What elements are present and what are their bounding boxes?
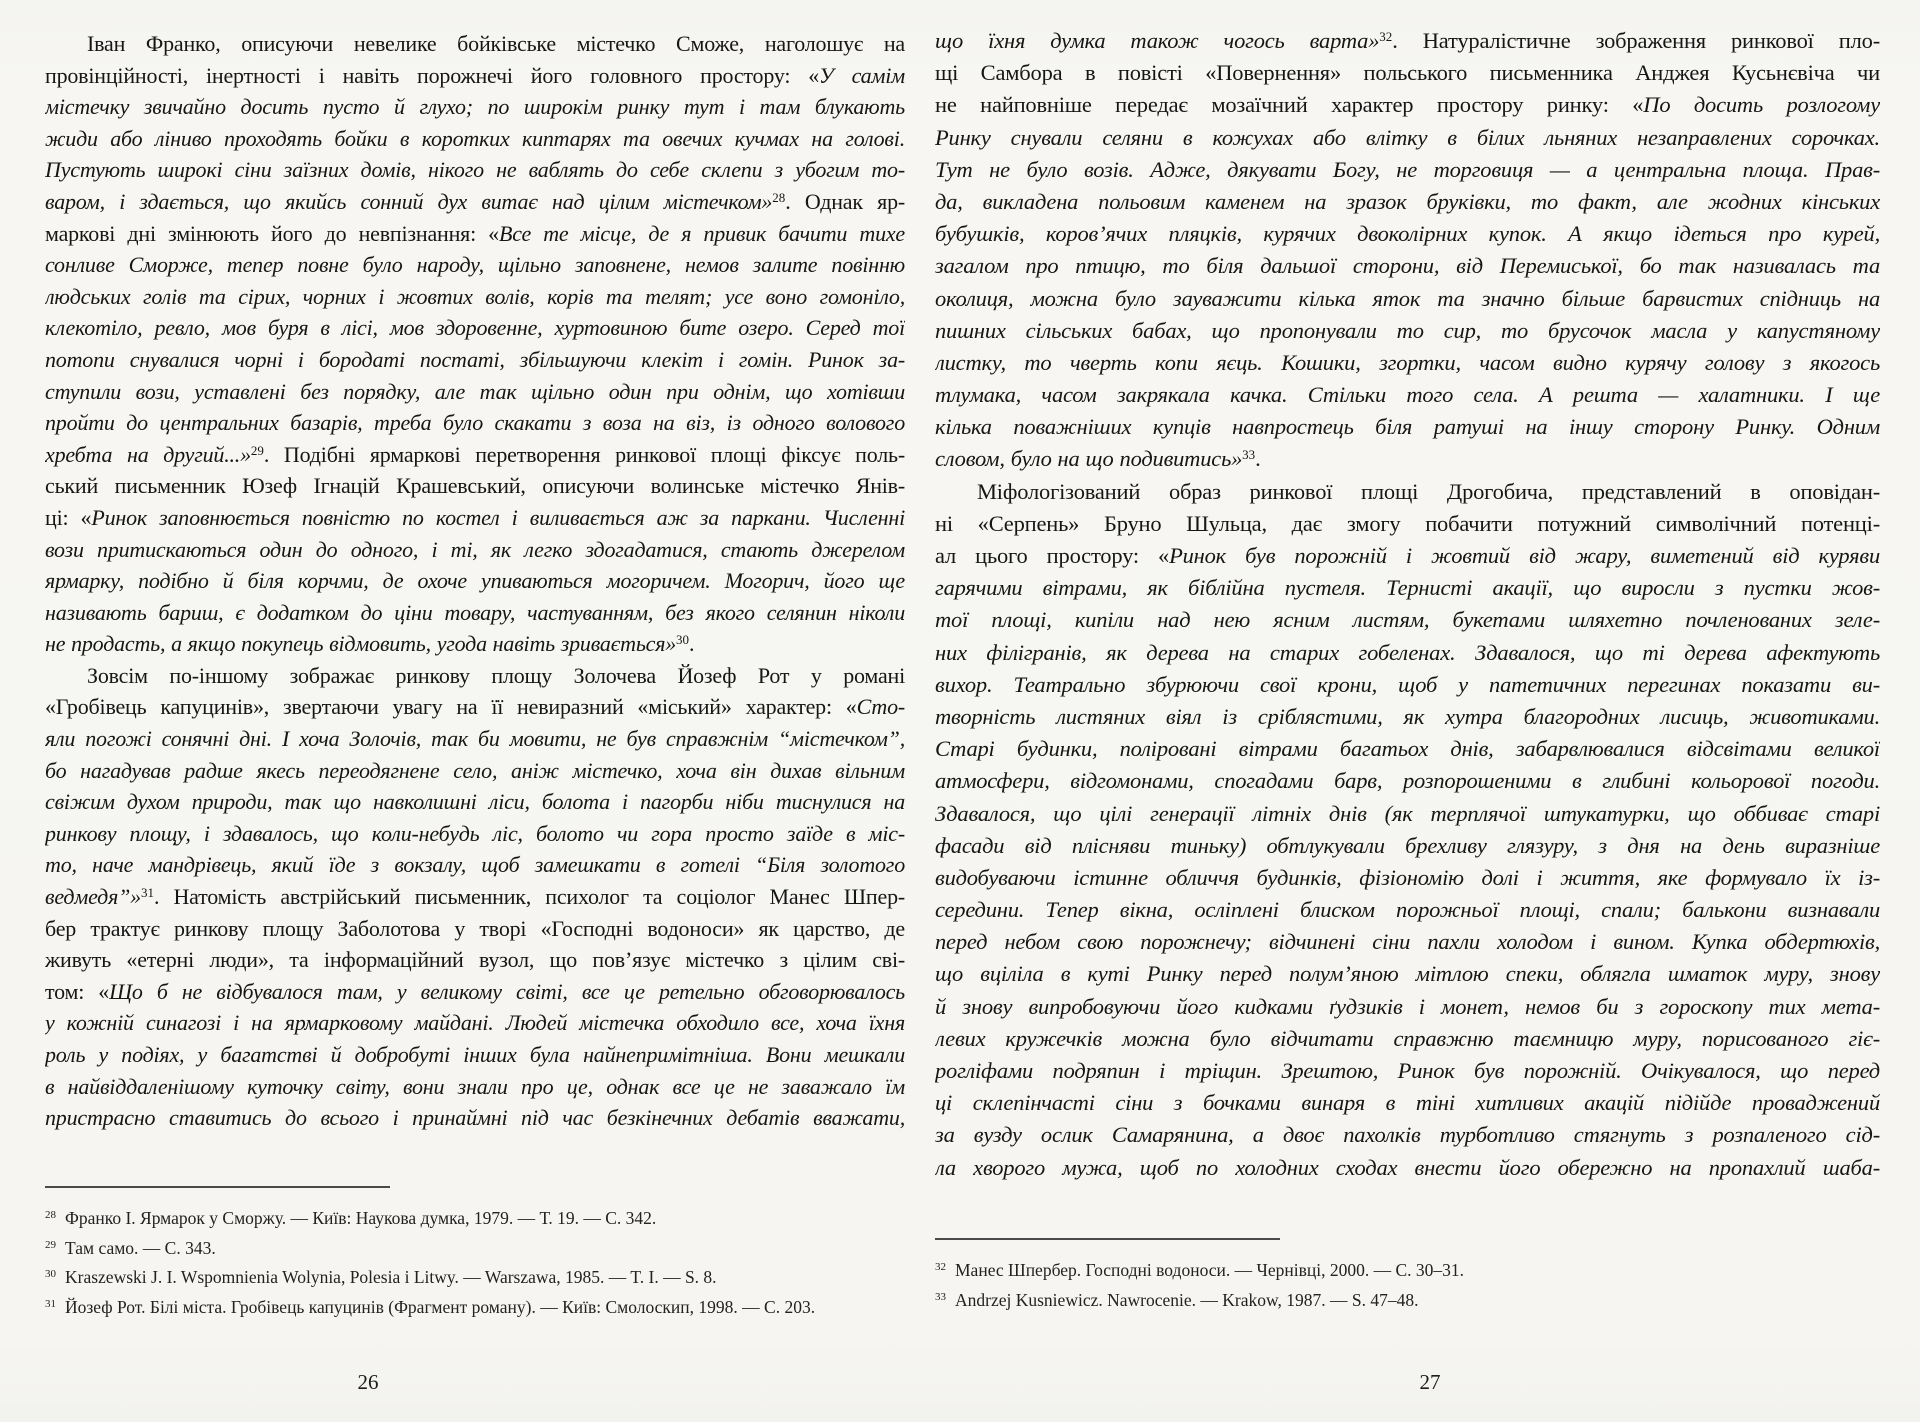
text-line: й знову випробовуючи його кидками ґудзиків і монет, немов би з гороскопу тих мета- <box>935 993 1880 1019</box>
text-line: загалом про птицю, то біля дальшої сторони, від Перемиської, бо так називалась та <box>935 253 1880 279</box>
text-line: вози притискаються один до одного, і ті, як легко здогадатися, стають джерелом <box>45 536 905 562</box>
text-line: що вціліла в куті Ринку перед полум’яною мітлою спеки, облягла шматок муру, знову <box>935 961 1880 987</box>
text-line: яли погожі сонячні дні. І хоча Золочів, так би мовити, не був справжнім “містечком”, <box>45 726 905 752</box>
text-line: за вузду ослик Самарянина, а двоє пахолків турботливо стягнуть з розпаленого сід- <box>935 1122 1880 1148</box>
footnotes <box>45 1202 905 1320</box>
text-line: перед небом свою порожнечу; відчинені сіни пахли холодом і вином. Купка обдертюхів, <box>935 929 1880 955</box>
text-block <box>45 28 905 1134</box>
footnote-text: Там само. — С. 343. <box>65 1237 216 1258</box>
text-line: середини. Тепер вікна, осліплені блиском порожньої площі, спали; балькони визнавали <box>935 897 1880 923</box>
text-line: що їхня думка також чогось варта»$^{32}$. Натуралістичне зображення ринкової пло- <box>935 28 1880 53</box>
text-line: гарячими вітрами, як біблійна пустеля. Тернисті акації, що виросли з пустки жов- <box>935 575 1880 601</box>
footnote-text: Andrzej Kusniewicz. Nawrocenie. — Krakow, 1987. — S. 47–48. <box>955 1289 1419 1310</box>
text-line: кілька поважніших купців навпростець біля ратуші на іншу сторону Ринку. Одним <box>935 414 1880 440</box>
text-line: провінційності, інертності і навіть порожнечі його головного простору: «У самім <box>45 62 905 88</box>
text-line: Пустують широкі сіни заїзних домів, нікого не ваблять до себе склепи з убогим то- <box>45 157 905 183</box>
footnote-number: 32 <box>935 1261 946 1273</box>
text-line: словом, було на що подивитись»$^{33}$. <box>935 446 1261 472</box>
text-line: сонливе Сморже, тепер повне було народу, щільно заповнене, немов залите повінню <box>45 252 905 278</box>
text-line: околиця, можна було зауважити кілька яток та значно більше барвистих спідниць на <box>935 285 1880 311</box>
text-line: том: «Що б не відбувалося там, у великому світі, все це ретельно обговорювалось <box>45 978 905 1004</box>
text-line: роль у подіях, у багатстві й добробуті інших була найнепримітніша. Вони мешкали <box>45 1042 905 1067</box>
text-line: них філігранів, як дерева на старих гобеленах. Здавалося, що ті дерева афектують <box>935 639 1880 665</box>
footnote-ref: 30 <box>676 632 690 648</box>
text-line: пройти до центральних базарів, треба було скакати з воза на віз, із одного волового <box>45 410 905 436</box>
footnote-text: Франко І. Ярмарок у Сморжу. — Київ: Наукова думка, 1979. — Т. 19. — С. 342. <box>65 1208 657 1228</box>
page-number: 27 <box>1419 1370 1441 1394</box>
text-line: жиди або ліниво проходять бойки в коротких киптарях та овечих кучмах на голові. <box>45 125 905 151</box>
text-line: тлумака, часом закрякала качка. Стільки того села. А решта — халатники. І ще <box>935 382 1880 408</box>
text-line: ні «Серпень» Бруно Шульца, дає змогу побачити потужний символічний потенці- <box>935 510 1880 536</box>
footnote-text: Йозеф Рот. Білі міста. Гробівець капуцинів (Фрагмент роману). — Київ: Смолоскип, 1998. — С. 203. <box>65 1296 816 1317</box>
text-line: Старі будинки, поліровані вітрами багатьох днів, забарвлювалися відсвітами великої <box>935 736 1880 762</box>
footnote-text: Манес Шпербер. Господні водоноси. — Чернівці, 2000. — С. 30–31. <box>955 1260 1465 1280</box>
text-line: Тут не було возів. Адже, дякувати Богу, не торговиця — а центральна площа. Прав- <box>935 156 1880 182</box>
text-line: Здавалося, що цілі генерації літніх днів (як терплячої штукатурки, що оббиває старі <box>935 800 1880 826</box>
footnote-ref: 28 <box>772 189 786 205</box>
footnote-number: 33 <box>935 1290 946 1303</box>
text-line: ці: «Ринок заповнюється повністю по костел і виливається аж за паркани. Численні <box>45 504 905 530</box>
text-line: пишних сільських бабах, що пропонували то сир, то брусочок масла у капустяному <box>935 317 1880 343</box>
footnotes <box>935 1254 1880 1313</box>
text-line: бер трактує ринкову площу Заболотова у творі «Господні водоноси» як царство, де <box>45 915 905 941</box>
text-line: ярмарку, подібно й біля корчми, де охоче упиваються могоричем. Могорич, його ще <box>45 568 905 594</box>
text-line: щі Самбора в повісті «Повернення» польського письменника Анджея Кусьнєвіча чи <box>935 60 1880 86</box>
text-line: тої площі, кипіли над нею ясним листям, букетами шляхетно почленованих зеле- <box>935 607 1880 633</box>
text-line: да, викладена польовим каменем на зразок бруківки, то факт, але жодних кінських <box>935 188 1880 214</box>
footnote-ref: 33 <box>1242 447 1256 463</box>
footnote-ref: 32 <box>1379 29 1393 44</box>
footnote-number: 29 <box>45 1238 56 1251</box>
text-line: ринкову площу, і здавалось, що коли-небудь ліс, болото чи гора просто заїде в міс- <box>45 820 905 846</box>
footnote <box>45 1232 905 1262</box>
text-line: називають бариш, є додатком до ціни товару, частуванням, без якого селянин ніколи <box>45 599 905 625</box>
footnote-number: 30 <box>45 1268 56 1280</box>
text-line: «Гробівець капуцинів», звертаючи увагу на її невиразний «міський» характер: «Сто- <box>45 694 905 720</box>
text-line: ал цього простору: «Ринок був порожній і жовтий від жару, виметений від куряви <box>935 543 1880 568</box>
footnote <box>45 1291 905 1321</box>
text-line: у кожній синагозі і на ярмарковому майдані. Людей містечка обходило все, хоча їхня <box>45 1010 905 1036</box>
text-line: левих кружечків можна було відчитати справжню таємницю муру, порисованого гіє- <box>935 1025 1880 1051</box>
text-line: то, наче мандрівець, який їде з вокзалу, щоб замешкати в готелі “Біля золотого <box>45 852 905 878</box>
text-line: вихор. Театрально збурюючи свої крони, щоб у патетичних перегинах показати ви- <box>935 671 1880 697</box>
text-line: Міфологізований образ ринкової площі Дрогобича, представлений в оповідан- <box>977 478 1880 504</box>
text-line: свіжим духом природи, так що навколишні ліси, болота і пагорби ніби тиснулися на <box>45 789 905 815</box>
text-line: живуть «етерні люди», та інформаційний вузол, що пов’язує містечко з цілим сві- <box>45 947 905 973</box>
footnote <box>45 1261 905 1291</box>
page-number: 26 <box>357 1370 379 1394</box>
text-line: в найвіддаленішому куточку світу, вони знали про це, однак все це не заважало їм <box>45 1073 905 1099</box>
text-line: фасади від плісняви тиньку) обтлукували брехливу глязуру, з дня на день виразніше <box>935 832 1880 858</box>
text-line: містечку звичайно досить пусто й глухо; по широкім ринку тут і там блукають <box>45 94 905 120</box>
footnote-number: 31 <box>45 1297 56 1310</box>
footnote-number: 28 <box>45 1209 56 1221</box>
text-line: бубушків, коров’ячих пляцків, курячих двоколірних купок. А якщо ідеться про курей, <box>935 221 1880 247</box>
footnote-ref: 31 <box>140 885 154 901</box>
footnotes-section <box>45 1186 905 1320</box>
text-line: рогліфами подряпин і тріщин. Зрештою, Ринок був порожній. Очікувалося, що перед <box>935 1058 1880 1083</box>
text-line: Зовсім по-іншому зображає ринкову площу Золочева Йозеф Рот у романі <box>87 662 905 688</box>
text-line: атмосфери, відгомонами, спогадами барв, розпорошеними в глибині кольорової погоди. <box>935 768 1880 794</box>
footnote-rule <box>935 1238 1280 1240</box>
footnote-text: Kraszewski J. I. Wspomnienia Wolynia, Polesia i Litwy. — Warszawa, 1985. — T. I. — S. 8. <box>65 1267 717 1287</box>
text-block <box>935 25 1880 1184</box>
footnote <box>935 1284 1880 1314</box>
text-line: ведмедя”»$^{31}$. Натомість австрійський письменник, психолог та соціолог Манес Шпер- <box>45 884 905 910</box>
footnote <box>935 1254 1880 1284</box>
footnote-ref: 29 <box>250 442 264 458</box>
text-line: творність листяних віял із сріблястими, як хутра благородних лисиць, животиками. <box>935 703 1880 729</box>
text-line: ла хворого мужа, щоб по холодних сходах внести його обережно на пропахлий шаба- <box>935 1154 1880 1180</box>
text-line: хребта на другий...»$^{29}$. Подібні ярмаркові перетворення ринкової площі фіксує поль- <box>45 441 905 467</box>
text-line: Іван Франко, описуючи невелике бойківське містечко Сможе, наголошує на <box>87 31 905 56</box>
text-line: видобуваючи істинне обличчя будинків, фізіономію долі і життя, яке формувало їх із- <box>935 864 1880 890</box>
text-line: листку, то чверть копи яєць. Кошики, згортки, часом видно курячу голову з якогось <box>935 349 1880 375</box>
footnotes-section <box>935 1238 1880 1313</box>
text-line: бо нагадував радше якесь переодягнене село, аніж містечко, хоча він дихав вільним <box>45 757 905 783</box>
text-line: не найповніше передає мозаїчний характер простору ринку: «По досить розлогому <box>935 92 1880 118</box>
text-line: ський письменник Юзеф Ігнацій Крашевський, описуючи волинське містечко Янів- <box>45 473 905 499</box>
text-line: людських голів та сірих, чорних і жовтих волів, корів та телят; усе воно гомоніло, <box>45 283 905 309</box>
footnote-rule <box>45 1186 390 1188</box>
text-line: потопи снувалися чорні і бородаті постаті, збільшуючи клекіт і гомін. Ринок за- <box>45 346 905 372</box>
text-line: варом, і здається, що якийсь сонний дух витає над цілим містечком»$^{28}$. Однак яр- <box>45 188 905 214</box>
text-line: маркові дні змінюють його до невпізнання: «Все те місце, де я привик бачити тихе <box>45 220 905 246</box>
text-line: ці склепінчасті сіни з бочками винаря в тіні хитливих акацій підійде проваджений <box>935 1090 1880 1116</box>
footnote <box>45 1202 905 1232</box>
text-line: не продасть, а якщо покупець відмовить, угода навіть зривається»$^{30}$. <box>45 631 695 657</box>
text-line: пристрасно ставитись до всього і принаймні під час безкінечних дебатів вважати, <box>45 1105 905 1131</box>
text-line: Ринку снували селяни в кожухах або влітку в білих льняних незаправлених сорочках. <box>935 124 1880 150</box>
text-line: клекотіло, ревло, мов буря в лісі, мов здоровенне, хуртовиною бите озеро. Серед тої <box>45 315 905 341</box>
text-line: ступили вози, уставлені без порядку, але так щільно один при однім, що хотівши <box>45 378 905 404</box>
